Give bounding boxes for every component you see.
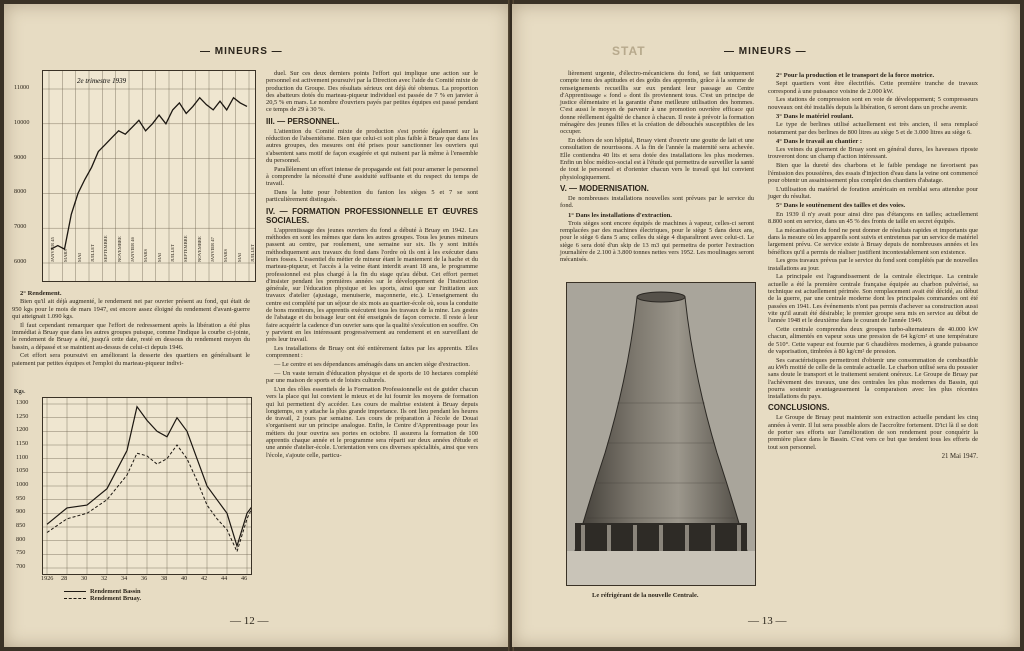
conclusions-text: Le Groupe de Bruay peut maintenir son extraction actuelle pendant les cinq années à venir. Il lui sera possible alors de l'accroître fortement. D'ici là il se doit de porter ses efforts sur l'amélioration de son rendement pour conquérir la première place dans le Bassin. C'est vers ce but que tendent tous les efforts de tout son personnel. — [768, 414, 978, 451]
right-page-number: — 13 — — [748, 615, 787, 627]
left-col1-para-1: Bien qu'il ait déjà augmenté, le rendement net par ouvrier présent au fond, qui était de 950 kgs pour le mois de mars 1947, est encore assez éloigné du rendement d'avant-guerre qui atteignait 1.090 kgs. — [12, 298, 250, 320]
rendement-y-tick: 1100 — [16, 453, 29, 461]
right-col2-para-11: Cette centrale comprendra deux groupes turbo-alternateurs de 40.000 kW chacun, alimentés en vapeur sous une pression de 64 kg/cm² et une température de 510°. Cette vapeur est fournie par 6 chaudières modernes, à grande puissance de vaporisation, timbrées à 80 kg/cm² de pression. — [768, 326, 978, 355]
extraction-subtitle: 1° Dans les installations d'extraction. — [568, 211, 672, 219]
section-modernisation-title: V. — MODERNISATION. — [560, 183, 649, 193]
travail-chantier-subtitle: 4° Dans le travail au chantier : — [776, 137, 863, 145]
legend-bruay-label: Rendement Bruay. — [90, 595, 142, 602]
rendement-x-tick: 44 — [221, 575, 228, 582]
extraction-text: Trois sièges sont encore équipés de machines à vapeur, celles-ci seront remplacées par des machines électriques, pour le siège 5 dans deux ans, pour le siège 6 dans 5 ans; celles du siège 4 disparaîtront avec celui-ci. Le siège 6 sera doté d'un skip de 13 m3 qui permettra de porter l'extraction journalière de 2.100 à 3.800 tonnes nettes vers 1952. Les moulinages seront mécanisés. — [560, 219, 754, 264]
cooling-tower-illustration — [567, 283, 755, 585]
right-col2-para-2: Les stations de compression sont en voie de développement; 5 compresseurs nouveaux ont été installés depuis la libération, 6 seront dans un proche avenir. — [768, 96, 978, 111]
right-header: — MINEURS — — [724, 46, 807, 57]
right-col2-para-8: La mécanisation du fond ne peut donner de résultats rapides et importants que dans la mesure où les appareils sont suivis et entretenus par un service de matériel largement prévu. Ce service existe à Bruay depuis de nombreuses années et les bénéfices qu'il a permis de réaliser justifient incontestablement son existence. — [768, 226, 978, 256]
rendement-x-tick: 1926 — [41, 575, 54, 582]
rendement-x-tick: 32 — [101, 575, 108, 582]
production-x-tick: JANVIER 45 — [50, 237, 55, 262]
rendement-y-tick: 800 — [16, 535, 26, 543]
document-date: 21 Mai 1947. — [941, 452, 978, 460]
rendement-x-tick: 40 — [181, 575, 188, 582]
rendement-y-tick: 1300 — [16, 399, 29, 406]
production-x-tick: JUILLET — [170, 244, 175, 262]
right-col2-para-4: Les veines du gisement de Bruay sont en général dures, les haveuses riposte trouveront donc un champ d'action intéressant. — [768, 146, 978, 161]
left-page-number: — 12 — — [230, 615, 269, 627]
production-series-line — [51, 98, 247, 249]
right-col1-para-1: En dehors de son hôpital, Bruay vient d'ouvrir une goutte de lait et une consultation de nourrissons. A la fin de l'année la maternité sera achevée. Elle contiendra 40 lits et sera dotée des installations les plus modernes. Enfin un bloc médico-social est à l'étude qui permettra de surveiller la santé de tout le personnel et d'orienter chacun vers le travail qui lui convient physiologiquement. — [560, 137, 754, 181]
left-column-2 — [266, 70, 478, 460]
right-col2-para-7: En 1939 il n'y avait pour ainsi dire pas d'étançons en tailles; actuellement 8.800 sont en service, dans un 45 % des fronts de taille en secret équipés. — [768, 210, 978, 225]
formation-para-2: Les installations de Bruay ont été entièrement faites par les apprentis. Elles comprennent : — [266, 345, 478, 360]
right-col2-para-12: Ses caractéristiques permettront d'obtenir une consommation de combustible au kWh moitié de celle de la centrale actuelle. Le charbon utilisé sera du poussier sans doute le transport et le traitement seraient onéreux. Le Groupe de Bruay par l'achèvement des travaux, une des centrales les plus modernes du Bassin, qui pourra soutenir avantageusement la comparaison avec les plus récentes installations du pays. — [768, 356, 978, 401]
rendement-chart-grid — [43, 398, 251, 574]
personnel-para-3: Dans la lutte pour l'obtention du fanion les sièges 5 et 7 se sont particulièrement distingués. — [266, 189, 478, 204]
formation-para-5: L'un des rôles essentiels de la Formation Professionnelle est de guider chacun vers la place qui lui convient le mieux et de lui fournir les moyens de formation qui lui permettent d'y accéder. Les cours de maîtrise existent à Bruay depuis longtemps, on y attache la plus grande importance. Ils ont lieu pendant les heures de travail, 2 jours par semaine. Les cours de préparation à l'école de Douai s'organisent sur un principe analogue. Enfin, le Centre d'Apprentissage pour les métiers du jour ouvrira ses portes en octobre. Il assurera la formation de 100 apprentis chaque année et le programme sera réparti sur deux années d'étude et une année d'atelier-école. L'orientation vers ces diverses spécialités, ainsi que vers l'école, s'ajoute celle, particu- — [266, 385, 478, 459]
production-x-tick: MAI — [76, 253, 82, 262]
right-col2-para-1: Sept quartiers vont être électrifiés. Cette première tranche de travaux correspond à une puissance voisine de 2.000 kW. — [768, 80, 978, 95]
production-x-tick: JANVIER 47 — [210, 237, 215, 262]
rendement-y-tick: 1250 — [16, 412, 29, 420]
formation-para-3: — Le centre et ses dépendances aménagés dans un ancien siège d'extraction. — [274, 361, 470, 369]
production-x-tick: NOVEMBRE — [116, 236, 122, 262]
formation-para-1: L'apprentissage des jeunes ouvriers du fond a débuté à Bruay en 1942. Les méthodes en sont les mêmes que dans les autres groupes. Tous les jeunes mineurs passent au centre, par roulement, une semaine sur six. Ils y sont initiés méthodiquement aux travaux du fond dans l'ordre où ils ont à les exécuter dans leurs fosses. L'essentiel du métier de mineur étant le maniement de la hache et du marteau-piqueur, et l'accès à la veine étant interdit avant 18 ans, le programme professionnel est plus chargé à la fin du stage qu'au début. Cet effort permet d'insister pendant les premières années sur le développement de l'instruction générale, sur l'éducation physique et les sports, ainsi que sur l'initiation aux travaux d'atelier (ajustage, menuiserie, maçonnerie, etc.). L'enseignement du centre est complété par un séjour de six mois au quartier-école où, sous la conduite de bons moniteurs, les apprentis exécutent tous les travaux de la mine. Les gestes de l'abatage et du boisage leur ont été enseignés de façon correcte. Il reste à leur faire acquérir la cadence d'un ouvrier sans que la qualité s'exécution en souffre. On y parvient en les intéressant progressivement au rendement et en surveillant de près leur travail. — [266, 226, 478, 344]
rendement-x-tick: 46 — [241, 575, 248, 582]
production-x-tick: JUILLET — [90, 244, 95, 262]
legend-bassin-label: Rendement Bassin — [90, 588, 141, 595]
rendement-x-tick: 28 — [61, 575, 68, 582]
production-y-tick: 10000 — [14, 118, 30, 126]
right-col2-para-3: Le type de berlines utilisé actuellement est très ancien, il sera remplacé notamment par des berlines de 800 litres au siège 5 et de 3.000 litres au siège 6. — [768, 121, 978, 136]
section-formation-title: IV. — FORMATION PROFESSIONNELLE ET ŒUVRES SOCIALES. — [266, 206, 478, 225]
rendement-chart-ylabel: Kgs. — [14, 388, 26, 395]
personnel-para-2: Parallèlement un effort intense de propagande est fait pour amener le personnel à comprendre la nécessité d'une assiduité suffisante et du respect du temps de travail. — [266, 165, 478, 188]
conclusions-title: CONCLUSIONS. — [768, 403, 830, 413]
formation-para-4: — Un vaste terrain d'éducation physique et de sports de 10 hectares complété par une maison de sports et de loisirs culturels. — [266, 369, 478, 385]
legend-bruay — [64, 595, 141, 602]
rendement-y-tick: 750 — [16, 549, 26, 557]
left-column-1 — [12, 288, 250, 368]
legend-dashed-swatch — [64, 598, 86, 599]
rendement-legend — [64, 588, 141, 602]
rendement-x-tick: 30 — [81, 575, 88, 582]
rendement-y-tick: 700 — [16, 563, 26, 570]
production-y-tick: 9000 — [14, 153, 27, 161]
right-col2-para-10: La principale est l'agrandissement de la centrale électrique. La centrale actuelle a été la première centrale française équipée au charbon pulvérisé, sa technique est actuellement périmée. Son remplacement avait été décidé, au début de la guerre, par une centrale moderne dont les principales commandes ont été passées en 1941. Les événements n'ont pas permis d'achever sa construction aussi vite qu'il aurait été désirable; le premier groupe sera mis en service au début de l'année 1948 et le deuxième dans le courant de l'année 1949. — [768, 273, 978, 325]
rendement-y-tick: 900 — [16, 508, 26, 516]
right-column-1 — [560, 70, 754, 265]
cooling-tower-photo — [566, 282, 756, 586]
rendement-x-tick: 34 — [121, 575, 128, 582]
legend-bassin — [64, 588, 141, 595]
left-page — [4, 4, 510, 647]
rendement-y-tick: 950 — [16, 494, 26, 502]
right-col1-intro: lièrement urgente, d'électro-mécaniciens du fond, se fait uniquement compte tenu des aptitudes et des goûts des apprentis, grâce à la somme de renseignements recueillis sur eux pendant leur passage au Centre d'Apprentissage « fond » dont ils proviennent tous. C'est un principe de justice élémentaire et la garantie d'une meilleure utilisation des hommes. C'est aussi le moyen de parvenir à une promotion ouvrière efficace qui donne réellement égalité de chance à chacun. Il reste à prévoir la formation ménagère des jeunes filles et la création de débouchés susceptibles de les occuper. — [560, 70, 754, 136]
rendement-x-tick: 36 — [141, 575, 148, 582]
production-x-tick: MAI — [156, 253, 162, 262]
rendement-y-tick: 1050 — [16, 467, 29, 475]
production-x-tick: SEPTEMBRE — [103, 235, 109, 262]
production-chart-title: 2e trimestre 1939 — [77, 77, 127, 85]
rendement-y-tick: 850 — [16, 522, 26, 529]
soutenement-subtitle: 5° Dans le soutènement des tailles et des voies. — [776, 202, 906, 210]
left-col2-intro: duel. Sur ces deux derniers points l'effort qui implique une action sur le personnel est activement poursuivi par la Direction avec l'aide du Comité mixte de production du Groupe. Des résultats sérieux ont déjà été obtenus. La proportion des abatteurs dotés du marteau-piqueur individuel est passée de 7 % en janvier à 20,5 % en mars. Le nombre d'ouvriers payés par petites équipes est passé pendant ce temps de 29 à 30 %. — [266, 70, 478, 114]
production-x-tick: MAI — [236, 253, 242, 262]
legend-solid-swatch — [64, 591, 86, 592]
modernisation-intro: De nombreuses installations nouvelles sont prévues par le service du fond. — [560, 194, 754, 210]
production-y-tick: 7000 — [14, 223, 27, 231]
rendement-y-tick: 1150 — [16, 440, 29, 447]
production-y-tick: 11000 — [14, 84, 30, 91]
rendement-y-tick: 1200 — [16, 426, 29, 434]
production-x-tick: SEPTEMBRE — [183, 235, 189, 262]
right-col2-para-6: L'utilisation du matériel de foration américain en remblai sera attendue pour juger du résultat. — [768, 185, 978, 200]
production-y-tick: 8000 — [14, 188, 27, 196]
right-col2-para-9: Les gros travaux prévus par le service du fond sont complétés par de nouvelles installations au jour. — [768, 257, 978, 272]
right-col2-para-5: Bien que la dureté des charbons et le faible pendage ne favorisent pas l'émission des poussières, des essais d'injection d'eau dans la veine ont commencé pour obtenir un assainissement plus complet des chantiers d'abatage. — [768, 162, 978, 184]
production-x-tick: MARS — [143, 248, 149, 262]
left-col1-para-3: Cet effort sera poursuivi en améliorant la desserte des quartiers en généralisant le paiement par petites équipes et l'emploi du marteau-piqueur indivi- — [12, 352, 250, 367]
left-col1-para-2: Il faut cependant remarquer que l'effort de redressement après la libération a été plus immédiat à Bruay que dans les autres groupes puisque, comme l'indique la courbe ci-jointe, le rendement de Bruay a été, jusqu'à cette date, resté en dessous du rendement moyen du bassin, a dépassé et se maintient au-dessus de celui-ci depuis 1946. — [12, 321, 250, 351]
rendement-x-tick: 42 — [201, 575, 208, 582]
left-header: — MINEURS — — [200, 46, 283, 57]
rendement-chart-svg — [43, 398, 251, 574]
photo-caption: Le réfrigérant de la nouvelle Centrale. — [592, 592, 699, 599]
production-x-tick: MARS — [63, 248, 69, 262]
production-x-tick: NOVEMBRE — [196, 236, 202, 262]
rendement-chart — [42, 397, 252, 575]
rendement-bassin-line — [47, 407, 251, 546]
production-x-tick: JANVIER 46 — [130, 237, 135, 262]
production-x-tick: JUILLET — [250, 244, 255, 262]
faded-stamp: STAT — [612, 44, 646, 58]
section-personnel-title: III. — PERSONNEL. — [266, 116, 340, 126]
production-x-tick: MARS — [223, 248, 229, 262]
production-y-tick: 6000 — [14, 258, 27, 265]
rendement-heading: 2° Rendement. — [20, 290, 62, 297]
rendement-bruay-line — [47, 445, 251, 552]
rendement-x-tick: 38 — [161, 575, 168, 582]
rendement-y-tick: 1000 — [16, 481, 29, 488]
materiel-roulant-subtitle: 3° Dans le matériel roulant. — [776, 112, 854, 120]
personnel-para-1: L'attention du Comité mixte de production s'est portée également sur la réduction de l'absentéisme. Bien que celui-ci soit plus faible à Bruay que dans les autres groupes, des mesures ont été prises pour sanctionner les ouvriers qui s'absentent sans motif de façon exagérée et qui nuisent par là même à l'ensemble du personnel. — [266, 127, 478, 164]
force-motrice-subtitle: 2° Pour la production et le transport de la force motrice. — [776, 72, 935, 79]
right-column-2 — [768, 70, 978, 460]
